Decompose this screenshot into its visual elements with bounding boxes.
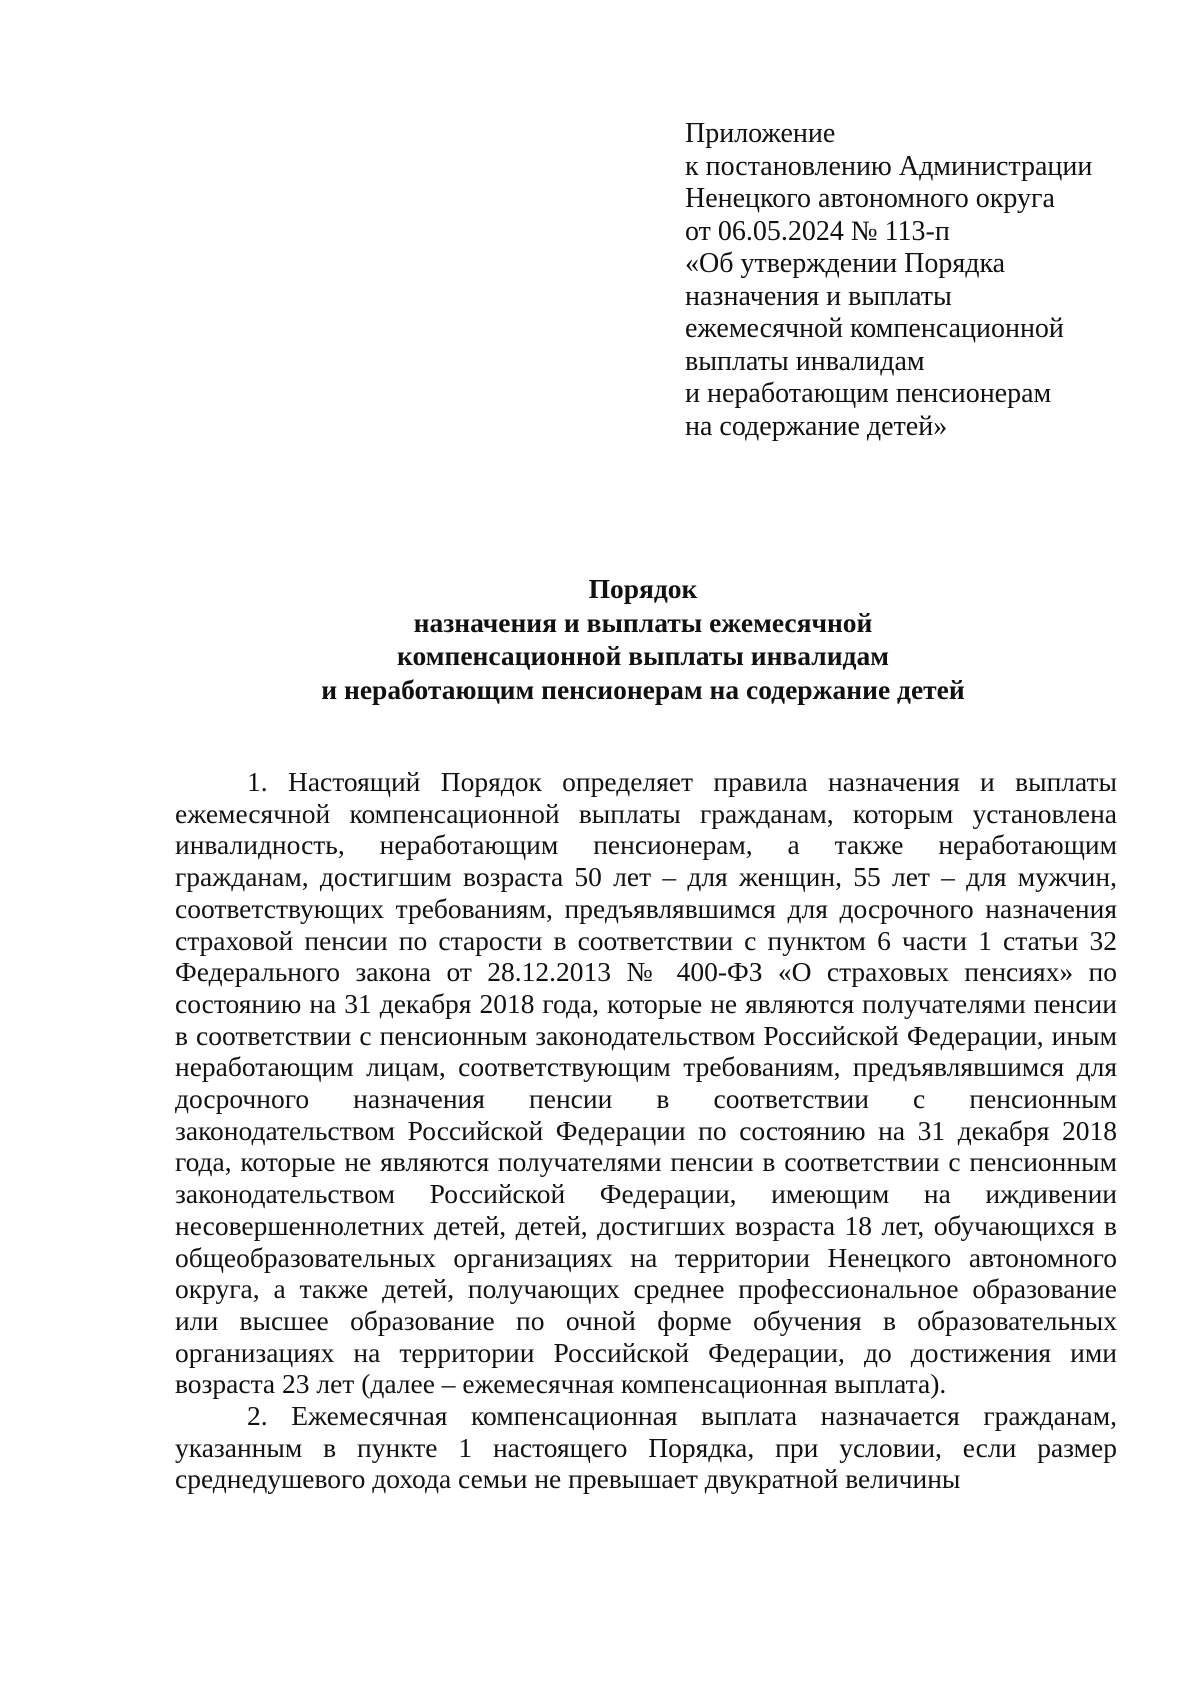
paragraph-1: 1. Настоящий Порядок определяет правила назначения и выплаты ежемесячной компенсационной выплаты гражданам, которым установлена инвалидность, неработающим пенсионерам, а также неработающим гражданам, достигшим возраста 50 лет – для женщин, 55 лет – для мужчин, соответствующих требованиям, предъявлявшимся для досрочного назначения страховой пенсии по старости в соответствии с пунктом 6 части 1 статьи 32 Федерального закона от 28.12.2013 № 400-ФЗ «О страховых пенсиях» по состоянию на 31 декабря 2018 года, которые не являются получателями пенсии в соответствии с пенсионным законодательством Российской Федерации, иным неработающим лицам, соответствующим требованиям, предъявлявшимся для досрочного назначения пенсии в соответствии с пенсионным законодательством Российской Федерации по состоянию на 31 декабря 2018 года, которые не являются получателями пенсии в соответствии с пенсионным законодательством Российской Федерации, имеющим на иждивении несовершеннолетних детей, детей, достигших возраста 18 лет, обучающихся в общеобразовательных организациях на территории Ненецкого автономного округа, а также детей, получающих среднее профессиональное образование или высшее образование по очной форме обучения в образовательных организациях на территории Российской Федерации, до достижения ими возраста 23 лет (далее – ежемесячная компенсационная выплата).: [175, 766, 1117, 1400]
appendix-line: Приложение: [685, 118, 836, 149]
appendix-line: и неработающим пенсионерам: [685, 378, 1052, 409]
appendix-header: [685, 118, 1155, 443]
title-line: назначения и выплаты ежемесячной: [413, 606, 873, 638]
document-title: [170, 572, 1116, 706]
appendix-line: Ненецкого автономного округа: [685, 183, 1055, 214]
appendix-line: назначения и выплаты: [685, 280, 952, 312]
title-line: Порядок: [588, 573, 698, 604]
appendix-line: «Об утверждении Порядка: [685, 248, 1006, 279]
appendix-line: от 06.05.2024 № 113-п: [685, 215, 950, 247]
appendix-line: ежемесячной компенсационной: [685, 313, 1064, 344]
appendix-line: на содержание детей»: [685, 410, 948, 442]
title-line: и неработающим пенсионерам на содержание детей: [321, 673, 965, 705]
document-body: [175, 766, 1117, 1495]
appendix-line: к постановлению Администрации: [685, 150, 1093, 182]
paragraph-2: 2. Ежемесячная компенсационная выплата назначается гражданам, указанным в пункте 1 настоящего Порядка, при условии, если размер среднедушевого дохода семьи не превышает двукратной величины: [175, 1400, 1117, 1495]
title-line: компенсационной выплаты инвалидам: [397, 640, 889, 671]
appendix-line: выплаты инвалидам: [685, 345, 925, 377]
